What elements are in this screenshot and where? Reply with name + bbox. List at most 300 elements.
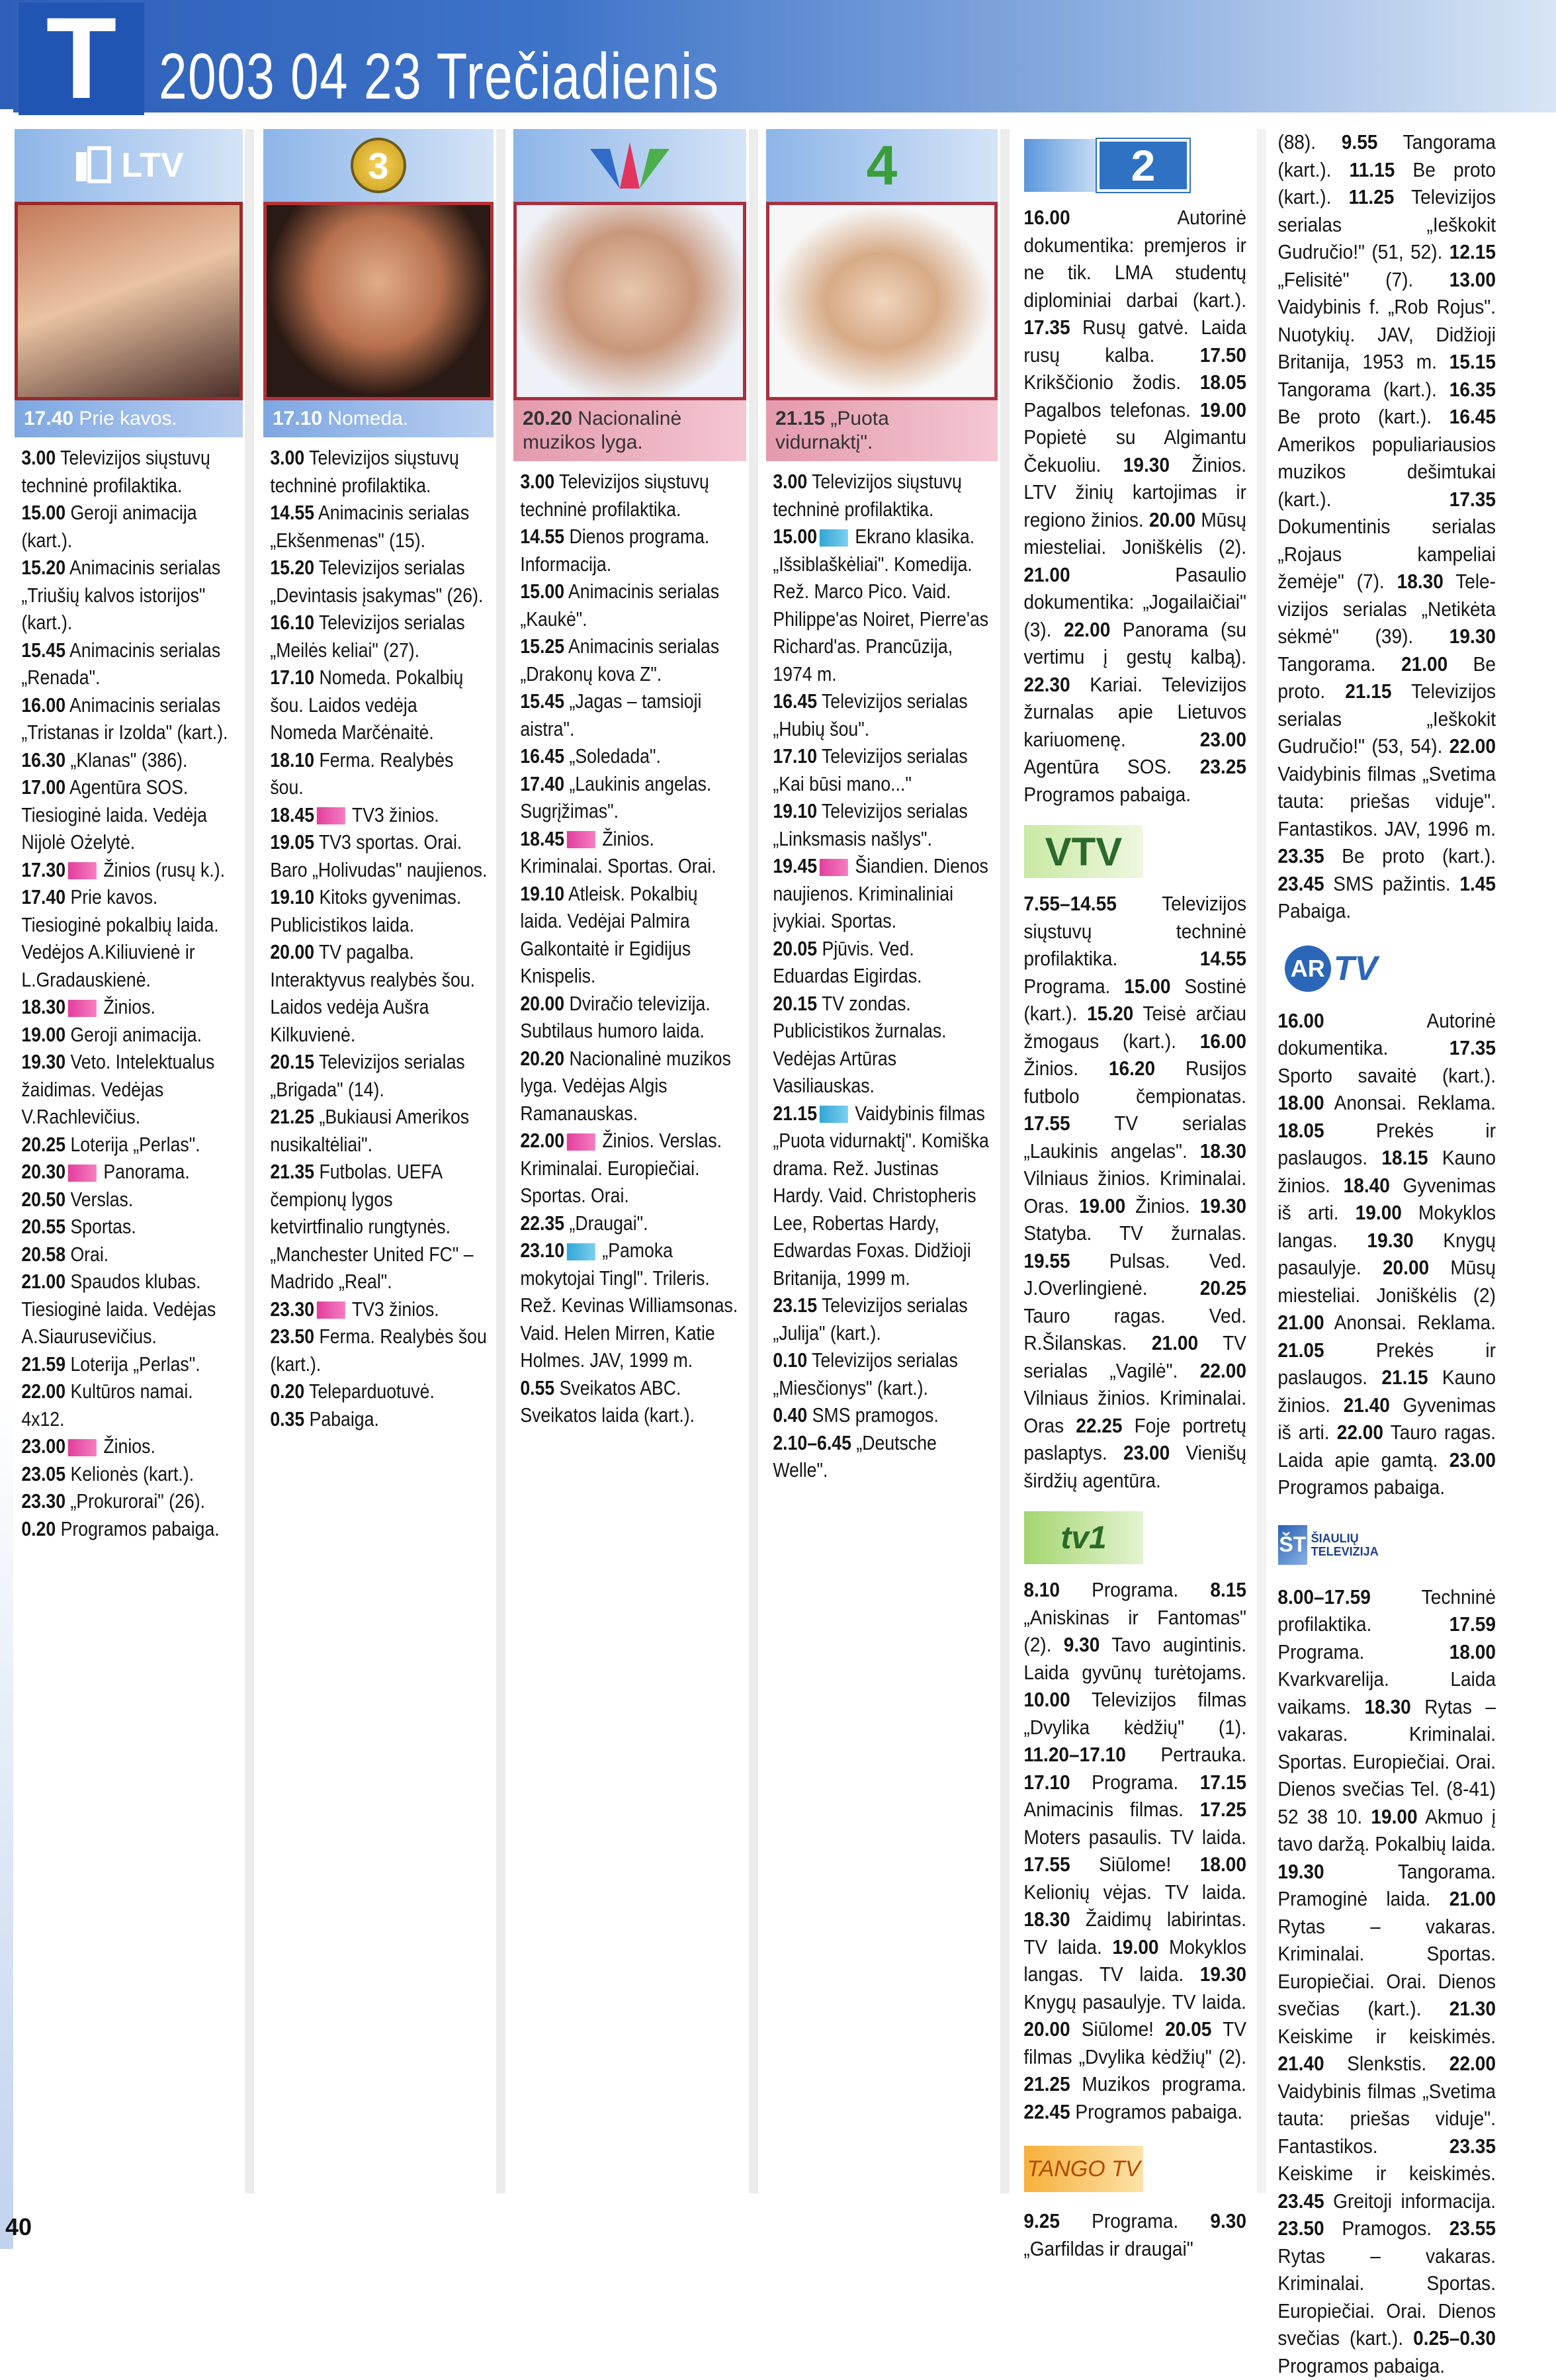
schedule-time: 19.30 [1367,1229,1414,1252]
schedule-text: Žinios. Kriminalai. Sportas. Orai. [520,827,716,878]
schedule-item [520,990,740,1045]
schedule-item [520,1237,740,1374]
schedule-item [270,1378,487,1405]
schedule-time: 22.00 [1200,1360,1246,1382]
schedule-item [21,773,236,856]
page-header [0,0,1556,109]
schedule-item [21,1350,236,1378]
schedule-text: Kvarkvarelija. Laida vaikams. [1277,1668,1496,1718]
schedule-text: Knygų pasaulyje. TV laida. [1023,1991,1246,2013]
schedule-text: Vaidybinis filmas „Puota vidurnaktį". Komiška drama. Rež. Justinas Hardy. Vaid. Christopheris Lee, Robertas Hardy, Edwardas Foxas. Didžioji Britanija, 1999 m. [773,1102,989,1290]
artv-logo-text: TV [1334,949,1377,989]
schedule-text: Greitoji informacija. [1324,2190,1496,2213]
schedule-time: 2.10–6.45 [773,1431,851,1454]
schedule-time: 17.55 [1023,1112,1070,1135]
schedule-time: 21.59 [21,1352,65,1376]
schedule-time: 23.00 [21,1434,65,1458]
column-divider [496,129,505,2193]
schedule-time: 3.00 [21,446,56,469]
schedule-time: 21.15 [773,1102,817,1125]
tv1-schedule [1019,1571,1251,2126]
schedule-text: Anonsai. Reklama. [1324,1311,1496,1334]
ltv-photo [15,202,243,400]
schedule-time: 18.00 [1449,1641,1496,1663]
schedule-time: 14.55 [520,525,564,548]
schedule-time: 23.00 [1123,1442,1170,1464]
schedule-time: 21.30 [1449,1998,1496,2020]
schedule-time: 19.00 [1200,399,1246,421]
news-tag-icon [316,807,345,824]
schedule-text: Be proto (kart.). [1277,406,1449,428]
section-letter: T [19,3,144,115]
schedule-time: 22.30 [1023,674,1070,696]
schedule-item [270,444,487,499]
schedule-text: Rusų gatvė. Laida rusų kalba. [1023,316,1246,367]
news-tag-icon [67,862,96,879]
tango-logo [1024,2139,1252,2199]
lnk-schedule [513,461,746,1429]
schedule-time: 20.20 [520,1047,564,1070]
tv3-logo [263,129,494,202]
schedule-time: 19.30 [1200,1963,1246,1986]
schedule-text: Vilniaus žinios. Kriminalai. Oras [1023,1387,1246,1437]
tv1-logo-mark: tv1 [1024,1511,1143,1564]
schedule-text: Televizijos serialas „Miesčionys" (kart.). [773,1348,958,1399]
schedule-time: 20.15 [773,992,817,1015]
schedule-text: Nacionalinė muzikos lyga. Vedėjas Algis Ramanauskas. [520,1047,731,1125]
schedule-text: Animacinis serialas „Ekšenmenas" (15). [270,501,469,552]
schedule-time: 20.50 [21,1188,65,1211]
lnk-logo [513,129,746,202]
schedule-item [21,1048,236,1131]
schedule-time: 19.30 [1123,454,1170,476]
film-tag-icon [566,1243,595,1260]
schedule-time: 9.55 [1342,131,1378,154]
schedule-text: Gyvenimas iš arti. [1277,1174,1496,1225]
schedule-time: 16.30 [21,748,65,771]
schedule-time: 15.25 [520,635,564,658]
schedule-time: 17.10 [773,744,817,768]
schedule-text: Televizijos serialas „Ieškokit Gudručio!" (51, 52). [1277,186,1496,263]
schedule-time: 14.55 [270,501,314,524]
schedule-item [270,664,487,746]
vtv-logo [1024,822,1252,881]
schedule-time: 21.35 [270,1160,314,1183]
schedule-time: 0.20 [270,1380,304,1403]
schedule-item [773,687,991,742]
schedule-time: 23.30 [21,1489,65,1513]
tango-schedule [1019,2203,1251,2263]
schedule-item [270,801,487,829]
schedule-time: 23.25 [1200,756,1246,778]
schedule-time: 19.00 [1112,1936,1158,1959]
schedule-text: Veto. Intelektualus žaidimas. Vedėjas V.Rachlevičius. [21,1050,214,1128]
schedule-item [21,1131,236,1159]
schedule-text: Rytas – vakaras. Kriminalai. Sportas. Europiečiai. Orai. Dienos svečias (kart.). [1277,2245,1496,2350]
schedule-time: 17.30 [21,858,65,881]
schedule-time: 20.30 [21,1160,65,1183]
schedule-text: Programos pabaiga. [56,1517,219,1540]
tv3-photo [263,202,494,400]
schedule-time: 21.25 [270,1105,314,1128]
schedule-time: 23.45 [1277,873,1324,895]
schedule-text: Pulsas. Ved. J.Overlingienė. [1023,1250,1246,1300]
schedule-time: 21.05 [1277,1339,1324,1362]
schedule-text: Vaidybinis f. „Rob Rojus". Nuotykių. JAV, Didžioji Britanija, 1953 m. [1277,296,1496,373]
schedule-time: 19.55 [1023,1250,1070,1272]
schedule-text: Žaidimų labirintas. TV laida. [1023,1908,1246,1959]
schedule-text: Programos pabaiga. [1277,1476,1445,1499]
schedule-time: 21.15 [1381,1366,1428,1389]
schedule-text: „Garfildas ir draugai" [1023,2238,1193,2260]
schedule-text: Prekės ir paslaugos. [1277,1339,1496,1389]
schedule-time: 16.20 [1109,1057,1155,1080]
schedule-text: Kauno žinios. [1277,1147,1496,1197]
schedule-item [270,938,487,1048]
schedule-item [773,990,991,1100]
schedule-text: Popietė su Algimantu Čekuoliu. [1023,426,1246,476]
schedule-item [270,746,487,801]
schedule-text: TV filmas „Dvylika kėdžių" (2). [1023,2018,1246,2068]
schedule-item [520,1374,740,1429]
schedule-text: Tangorama (kart.). [1277,131,1496,181]
schedule-time: 23.00 [1449,1449,1496,1472]
column-divider [245,129,254,2193]
schedule-text: Sportas. [65,1215,136,1238]
schedule-time: 19.10 [520,882,564,905]
schedule-item [520,1045,740,1127]
schedule-time: 21.40 [1344,1394,1390,1417]
schedule-time: 11.20–17.10 [1023,1743,1126,1766]
column-divider [749,129,758,2193]
schedule-item [520,1210,740,1237]
schedule-time: 20.00 [1149,509,1195,531]
schedule-text: Televizijos serialas „Hubių šou". [773,689,967,740]
schedule-time: 23.50 [270,1325,314,1348]
schedule-item [773,1401,991,1429]
schedule-item [773,523,991,687]
schedule-text: Be proto (kart.). [1324,845,1496,867]
schedule-time: 20.15 [270,1050,314,1073]
ltv-logo-icon [73,146,113,185]
schedule-text: Kitoks gyvenimas. Publicistikos laida. [270,885,461,936]
schedule-time: 0.40 [773,1403,807,1427]
schedule-text: Rusijos futbolo čempionatas. [1023,1057,1246,1108]
schedule-time: 20.25 [1200,1277,1246,1300]
schedule-time: 19.30 [1277,1861,1324,1883]
schedule-text: Tauro ragas. Ved. R.Šilanskas. [1023,1305,1246,1355]
ch4-logo [766,129,998,202]
schedule-time: 18.30 [1200,1140,1246,1163]
schedule-time: 19.30 [21,1050,65,1073]
schedule-item [520,578,740,633]
schedule-time: 19.45 [773,854,817,877]
schedule-text: Knygų pasaulyje. [1277,1229,1496,1280]
schedule-time: 9.30 [1064,1634,1100,1656]
schedule-item [520,687,740,742]
schedule-item [21,1241,236,1268]
schedule-item [21,993,236,1021]
schedule-text: Anonsai. Reklama. [1324,1092,1496,1114]
schedule-text: Televizijos serialas „Linksmasis našlys". [773,799,967,850]
schedule-text: SMS pramogos. [807,1403,939,1427]
page-title: 2003 04 23 Trečiadienis [159,40,720,112]
schedule-text: Futbolas. UEFA čempionų lygos ketvirtfinalio rungtynės. „Manchester United FC" – Madrido „Real". [270,1160,473,1293]
schedule-item [270,1158,487,1296]
schedule-text: Tele-vizijos serialas „Netikėta sėkmė" (39). [1277,570,1496,648]
schedule-time: 23.15 [773,1294,817,1317]
vtv-logo-mark: VTV [1024,825,1143,878]
schedule-time: 17.35 [1023,316,1070,339]
schedule-text: Animacinis serialas „Triušių kalvos istorijos" (kart.). [21,556,220,634]
schedule-time: 0.10 [773,1348,807,1372]
schedule-text: Geroji animacija (kart.). [21,501,196,552]
schedule-text: Sostinė (kart.). [1023,975,1246,1026]
schedule-time: 3.00 [773,470,807,493]
schedule-time: 22.45 [1023,2101,1070,2123]
schedule-time: 21.00 [1152,1332,1198,1354]
schedule-item [21,691,236,746]
schedule-text: Tangorama (kart.). [1277,378,1449,401]
ltv-logo [15,129,243,202]
schedule-text: Be proto (kart.). [1277,159,1496,209]
lrt2-logo [1024,136,1252,195]
film-tag-icon [819,529,847,547]
schedule-time: 23.10 [520,1239,564,1262]
news-tag-icon [316,1301,345,1319]
schedule-text: Programa. [1070,1771,1200,1794]
news-tag-icon [67,1165,96,1182]
schedule-time: 16.45 [1449,406,1496,428]
schedule-item [21,1460,236,1488]
schedule-time: 22.00 [1064,619,1110,641]
ch4-promo: 21.15 „Puota vidurnaktį". [766,400,998,461]
schedule-time: 22.25 [1076,1415,1122,1437]
schedule-time: 13.00 [1449,269,1496,291]
schedule-item [520,468,740,523]
schedule-time: 21.00 [1449,1888,1496,1910]
schedule-text: Prekės ir paslaugos. [1277,1120,1496,1170]
schedule-item [270,1323,487,1378]
schedule-text: Žinios. [1125,1195,1200,1217]
schedule-item [773,1346,991,1401]
schedule-time: 16.35 [1449,378,1496,401]
schedule-text: Foje portretų paslaptys. [1023,1415,1246,1465]
ltv-promo: 17.40 Prie kavos. [15,400,243,437]
schedule-item [773,742,991,797]
schedule-text: Spaudos klubas. Tiesioginė laida. Vedėjas A.Siaurusevičius. [21,1270,216,1348]
schedule-time: 0.25–0.30 [1413,2327,1496,2350]
schedule-item [773,797,991,852]
schedule-text: Vienišų širdžių agentūra. [1023,1442,1246,1492]
ltv-logo-text: LTV [121,146,183,185]
schedule-text: Rytas – vakaras. Kriminalai. Sportas. Europiečiai. Orai. Dienos svečias Tel. (8-41) 52 38 10. [1277,1696,1496,1828]
artv-logo [1278,939,1501,998]
schedule-text: Žinios. [99,995,155,1018]
stv-logo-text: ŠIAULIŲ TELEVIZIJA [1311,1532,1397,1558]
schedule-text: Animacinis serialas „Drakonų kova Z". [520,635,719,685]
schedule-item [520,742,740,770]
stv-logo-mark: ŠT [1278,1525,1307,1565]
schedule-text: Siūlome! [1070,1853,1200,1876]
schedule-time: 8.00–17.59 [1277,1586,1370,1609]
schedule-text: Televizijos siųstuvų techninė profilaktika. [21,446,210,497]
schedule-text: Pertrauka. [1126,1743,1246,1766]
schedule-item [520,825,740,880]
schedule-item [21,1158,236,1186]
lrt2-schedule [1019,199,1251,809]
schedule-text: Televizijos serialas „Brigada" (14). [270,1050,464,1101]
schedule-text: (88). [1277,131,1341,154]
schedule-time: 7.55–14.55 [1023,893,1116,915]
schedule-time: 18.05 [1200,371,1246,394]
schedule-item [21,883,236,993]
schedule-text: Pasaulio dokumentika: „Jogailaičiai" (3). [1023,564,1246,641]
schedule-item [520,633,740,687]
schedule-time: 9.25 [1023,2210,1060,2232]
ltv-schedule [15,437,242,1542]
schedule-text: Sveikatos ABC. Sveikatos laida (kart.). [520,1376,695,1427]
schedule-time: 0.55 [520,1376,554,1399]
schedule-time: 19.00 [1371,1806,1417,1828]
schedule-text: Ekrano klasika. „Išsiblaškėliai". Komedija. Rež. Marco Pico. Vaid. Philippe'as Noiret, Pierre'as Richard'as. Prancūzija, 1974 m. [773,525,988,685]
schedule-time: 19.30 [1200,1195,1246,1217]
schedule-text: Mokyklos langas. TV laida. [1023,1936,1246,1986]
schedule-text: Programa. [1060,2210,1210,2232]
schedule-time: 21.00 [1401,653,1448,676]
schedule-text: Loterija „Perlas". [65,1133,200,1156]
schedule-time: 15.45 [21,639,65,662]
schedule-time: 16.00 [1277,1010,1324,1032]
schedule-time: 23.30 [270,1298,314,1321]
schedule-time: 9.30 [1210,2210,1246,2232]
schedule-item [520,770,740,825]
schedule-time: 16.45 [520,744,564,768]
lnk-photo [513,202,746,400]
schedule-text: Keiskime ir keiskimės. [1277,2025,1496,2048]
schedule-time: 16.00 [1023,206,1070,229]
film-tag-icon [819,1106,847,1123]
schedule-time: 21.00 [21,1270,65,1293]
schedule-time: 15.20 [270,556,314,579]
schedule-text: Vilniaus žinios. Kriminalai. Oras. [1023,1167,1246,1217]
schedule-time: 20.25 [21,1133,65,1156]
schedule-time: 18.40 [1344,1174,1390,1197]
lnk-logo-icon [584,136,676,195]
schedule-item [270,828,487,883]
schedule-time: 22.00 [1449,2052,1496,2075]
schedule-item [21,1515,236,1543]
schedule-text: Animacinis serialas „Kaukė". [520,580,719,631]
schedule-text: „Bukiausi Amerikos nusikaltėliai". [270,1105,469,1156]
schedule-text: Pagalbos telefonas. [1023,399,1199,421]
ch4-schedule [766,461,997,1484]
schedule-text: „Klanas" (386). [65,748,187,771]
schedule-item [21,856,236,884]
column-divider [1000,129,1010,2193]
schedule-time: 23.55 [1449,2217,1496,2240]
schedule-text: Žinios. [1023,1057,1109,1080]
schedule-item [520,523,740,578]
column-divider [1257,129,1266,2193]
schedule-time: 12.15 [1449,241,1496,263]
schedule-text: Akmuo į tavo daržą. Pokalbių laida. [1277,1806,1496,1856]
schedule-time: 23.35 [1277,845,1324,867]
schedule-text: Atleisk. Pokalbių laida. Vedėjai Palmira Galkontaitė ir Egidijus Knispelis. [520,882,697,988]
schedule-item [270,1103,487,1158]
schedule-time: 15.00 [21,501,65,524]
schedule-text: Pabaiga. [304,1407,379,1431]
schedule-time: 18.45 [270,803,314,826]
schedule-time: 20.00 [1383,1256,1429,1279]
schedule-text: Prie kavos. Tiesioginė pokalbių laida. Vedėjos A.Kiliuvienė ir L.Gradauskienė. [21,885,218,991]
schedule-item [21,1432,236,1460]
schedule-text: Tavo augintinis. Laida gyvūnų turėtojams. [1023,1634,1246,1684]
schedule-time: 19.00 [1079,1195,1125,1217]
schedule-text: Teleparduotuvė. [304,1380,435,1403]
tv3-schedule [263,437,493,1432]
stv-logo [1278,1515,1501,1575]
schedule-text: Televizijos serialas „Kai būsi mano..." [773,744,967,795]
schedule-text: Šiandien. Dienos naujienos. Kriminaliniai įvykiai. Sportas. [773,854,988,932]
schedule-time: 22.00 [21,1380,65,1403]
schedule-text: Programos pabaiga. [1070,2101,1242,2123]
schedule-item [270,1296,487,1323]
schedule-time: 18.30 [1023,1908,1070,1931]
schedule-item [21,499,236,554]
schedule-text: Televizijos siųstuvų techninė profilaktika. [1023,893,1246,970]
schedule-text: Dviračio televizija. Subtilaus humoro laida. [520,992,710,1043]
schedule-text: „Laukinis angelas. Sugrįžimas". [520,772,711,823]
schedule-time: 19.30 [1449,625,1496,648]
schedule-text: Programa. [1277,1641,1449,1663]
schedule-text: Pabaiga. [1277,900,1351,922]
schedule-item [270,499,487,554]
schedule-time: 23.05 [21,1462,65,1485]
schedule-text: Slenkstis. [1324,2052,1449,2075]
schedule-time: 18.30 [1365,1696,1411,1718]
schedule-text: „Draugai". [564,1212,648,1235]
schedule-item [21,1021,236,1049]
schedule-time: 17.59 [1449,1613,1496,1636]
schedule-text: TV3 žinios. [347,803,439,826]
schedule-item [773,1429,991,1484]
schedule-text: Orai. [65,1243,108,1266]
schedule-time: 0.35 [270,1407,304,1431]
schedule-time: 1.45 [1459,873,1496,895]
schedule-time: 20.00 [520,992,564,1015]
schedule-text: Animacinis serialas „Renada". [21,639,220,689]
schedule-text: „Prokurorai" (26). [65,1489,205,1513]
news-tag-icon [566,1133,595,1151]
schedule-time: 3.00 [520,470,554,493]
schedule-item [21,444,236,499]
schedule-time: 19.10 [270,885,314,908]
news-tag-icon [566,831,595,848]
schedule-text: TV3 žinios. [347,1298,439,1321]
schedule-text: „Pamoka mokytojai Tingl". Trileris. Rež. Kevinas Williamsonas. Vaid. Helen Mirren, Katie Holmes. JAV, 1999 m. [520,1239,738,1372]
schedule-text: TV zondas. Publicistikos žurnalas. Vedėjas Artūras Vasiliauskas. [773,992,946,1098]
schedule-time: 18.30 [1397,570,1444,593]
schedule-text: Kelionės (kart.). [65,1462,194,1485]
schedule-item [21,1186,236,1213]
schedule-time: 15.20 [21,556,65,579]
schedule-time: 17.15 [1200,1771,1246,1794]
lnk-promo: 20.20 Nacionalinė muzikos lyga. [513,400,746,461]
tv3-logo-mark: 3 [351,138,406,193]
schedule-time: 18.05 [1277,1120,1324,1142]
schedule-item [21,637,236,691]
